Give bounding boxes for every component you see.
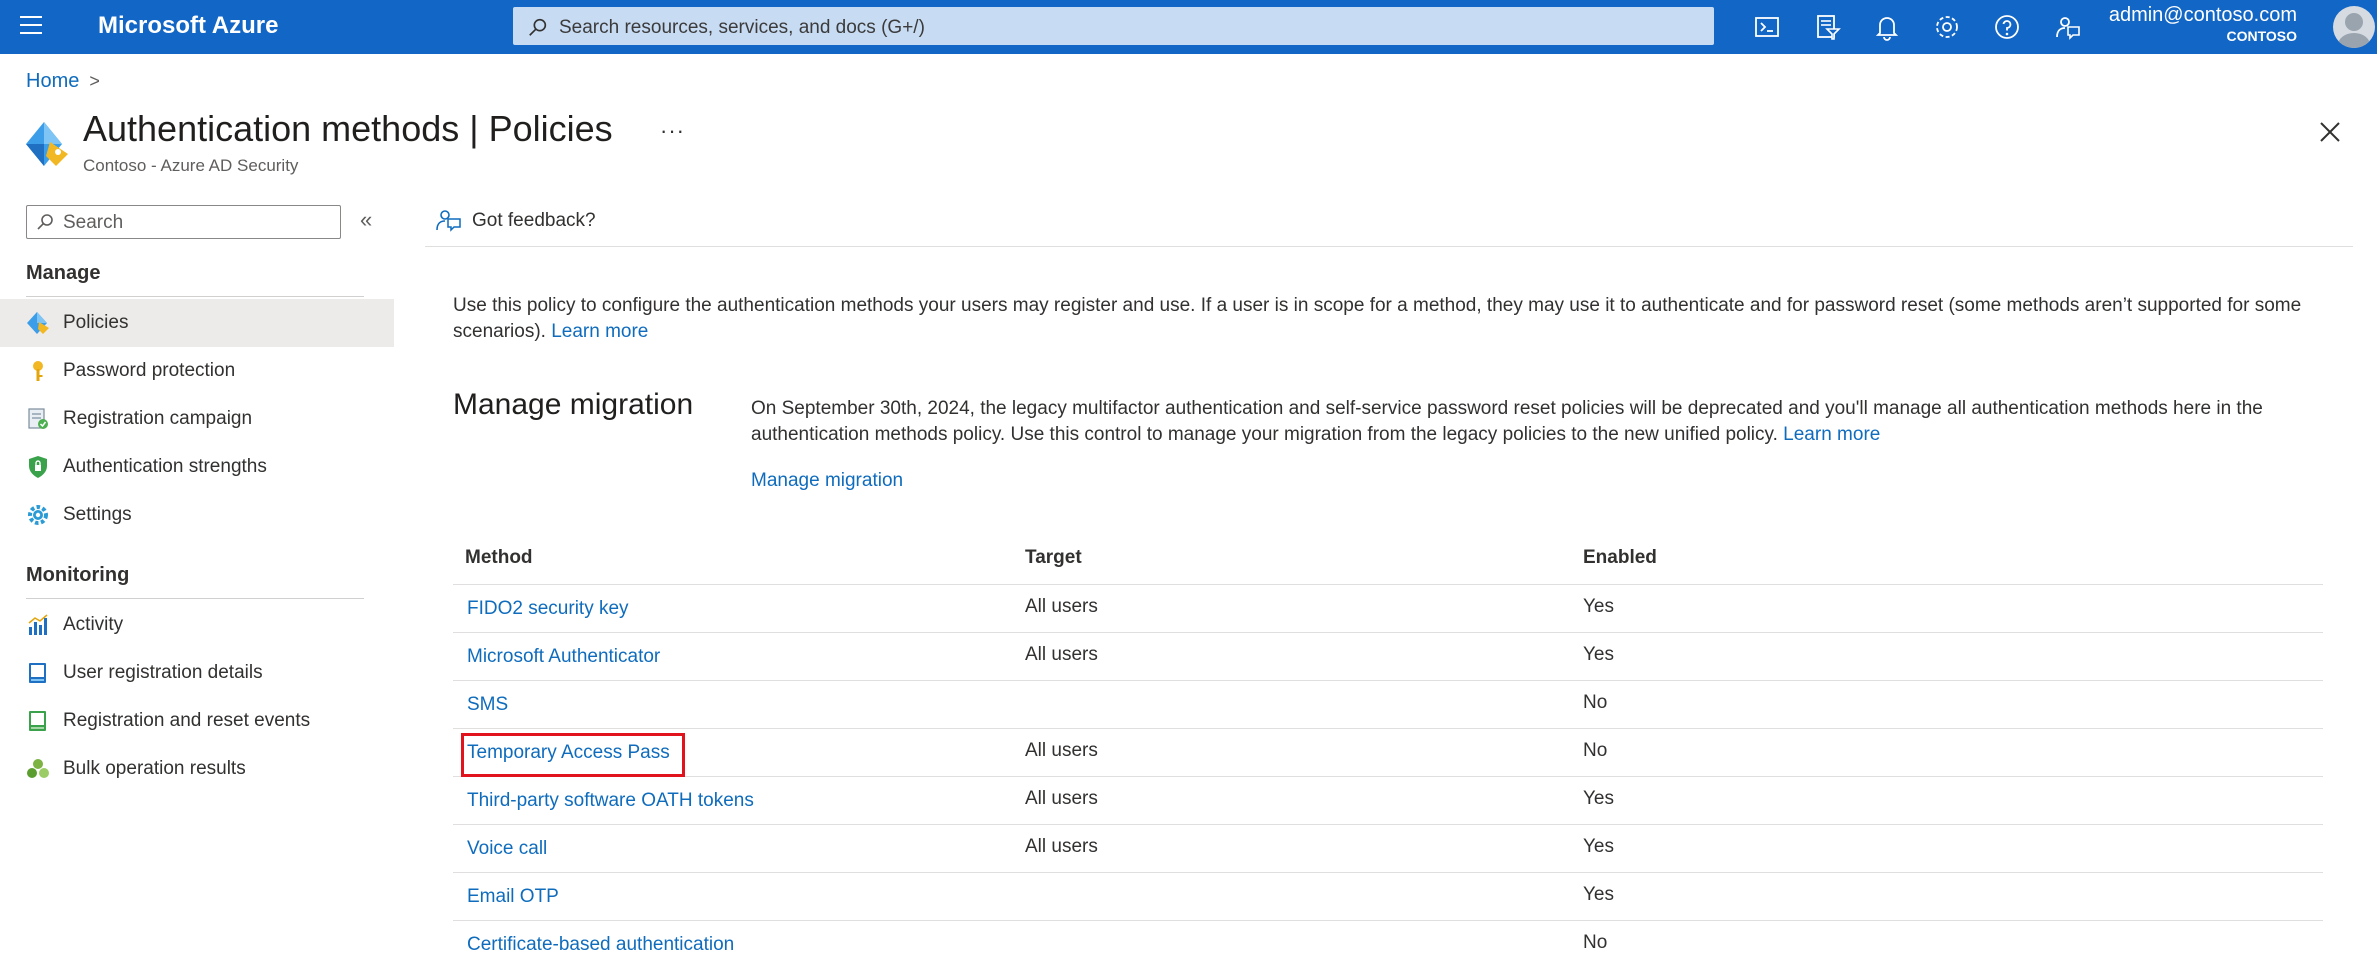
sidebar-search-input[interactable]	[26, 205, 341, 239]
target-cell: All users	[1025, 740, 1098, 761]
intro-learn-more-link[interactable]: Learn more	[551, 321, 649, 342]
page-subtitle: Contoso - Azure AD Security	[83, 156, 299, 175]
table-row	[453, 777, 2323, 825]
column-header-target[interactable]: Target	[1025, 547, 1082, 568]
enabled-cell: Yes	[1583, 644, 1614, 665]
shield-icon	[26, 455, 50, 479]
more-options-button[interactable]: ···	[660, 118, 685, 143]
migration-learn-more-link[interactable]: Learn more	[1783, 424, 1881, 445]
table-header-row	[453, 535, 2323, 585]
enabled-cell: Yes	[1583, 884, 1614, 905]
gear-icon	[26, 503, 50, 527]
search-placeholder: Search resources, services, and docs (G+/)	[559, 17, 925, 38]
enabled-cell: No	[1583, 932, 1608, 953]
sidebar-item-bulk-operation-results[interactable]	[0, 745, 394, 793]
menu-icon[interactable]	[20, 16, 44, 36]
section-monitoring-title: Monitoring	[26, 564, 130, 586]
enabled-cell: Yes	[1583, 836, 1614, 857]
method-link[interactable]: Temporary Access Pass	[467, 742, 670, 763]
account-menu[interactable]	[2109, 4, 2297, 44]
enabled-cell: Yes	[1583, 788, 1614, 809]
brand-title[interactable]: Microsoft Azure	[98, 12, 279, 39]
column-header-enabled[interactable]: Enabled	[1583, 547, 1657, 568]
table-row	[453, 729, 2323, 777]
account-tenant: CONTOSO	[2226, 28, 2297, 44]
table-row	[453, 921, 2323, 968]
breadcrumb	[26, 70, 100, 93]
bulk-results-icon	[26, 757, 50, 781]
sidebar-item-policies[interactable]	[0, 299, 394, 347]
activity-chart-icon	[26, 613, 50, 637]
enabled-cell: Yes	[1583, 596, 1614, 617]
close-icon[interactable]	[2316, 118, 2344, 146]
sidebar-item-label: Registration campaign	[63, 408, 253, 429]
sidebar-item-settings[interactable]	[0, 491, 394, 539]
global-search-input[interactable]	[513, 7, 1714, 45]
breadcrumb-home[interactable]: Home	[26, 70, 80, 92]
sidebar-item-label: Policies	[63, 312, 129, 333]
manage-migration-text	[751, 396, 2321, 448]
target-cell: All users	[1025, 596, 1098, 617]
feedback-icon[interactable]	[2052, 12, 2082, 42]
divider	[26, 296, 364, 297]
policies-icon	[26, 311, 50, 335]
sidebar-item-authentication-strengths[interactable]	[0, 443, 394, 491]
avatar[interactable]	[2333, 6, 2375, 48]
sidebar-item-label: Password protection	[63, 360, 236, 381]
manage-migration-body: On September 30th, 2024, the legacy multifactor authentication and self-service password reset policies will be deprecated and you'll manage all authentication methods here in the authentication methods policy. Use this control to manage your migration from the legacy policies to the new unified policy.	[751, 398, 2263, 445]
method-link[interactable]: SMS	[467, 694, 509, 715]
target-cell: All users	[1025, 788, 1098, 809]
method-link[interactable]: Voice call	[467, 838, 548, 859]
feedback-icon	[434, 206, 462, 234]
target-cell: All users	[1025, 644, 1098, 665]
method-link[interactable]: Microsoft Authenticator	[467, 646, 661, 667]
manage-migration-heading: Manage migration	[453, 388, 694, 421]
chevron-right-icon: >	[89, 71, 100, 91]
sidebar-item-label: Settings	[63, 504, 132, 525]
events-icon	[26, 709, 50, 733]
campaign-icon	[26, 407, 50, 431]
method-link[interactable]: Certificate-based authentication	[467, 934, 735, 955]
sidebar-item-label: Activity	[63, 614, 124, 635]
sidebar-item-label: Authentication strengths	[63, 456, 267, 477]
sidebar-item-activity[interactable]	[0, 601, 394, 649]
cloud-shell-icon[interactable]	[1752, 12, 1782, 42]
sidebar-item-user-registration-details[interactable]	[0, 649, 394, 697]
method-link[interactable]: Third-party software OATH tokens	[467, 790, 754, 811]
settings-icon[interactable]	[1932, 12, 1962, 42]
intro-body: Use this policy to configure the authentication methods your users may register and use. If a user is in scope for a method, they may use it to authenticate and for password reset (some methods aren’t supported for some scenarios).	[453, 295, 2302, 342]
divider	[425, 246, 2353, 247]
method-link[interactable]: FIDO2 security key	[467, 598, 629, 619]
page-title: Authentication methods | Policies	[83, 108, 613, 149]
collapse-sidebar-button[interactable]: «	[360, 207, 373, 232]
enabled-cell: No	[1583, 740, 1608, 761]
sidebar-item-registration-campaign[interactable]	[0, 395, 394, 443]
column-header-method[interactable]: Method	[465, 547, 533, 568]
sidebar-item-label: Bulk operation results	[63, 758, 246, 779]
table-row	[453, 633, 2323, 681]
table-row	[453, 585, 2323, 633]
key-icon	[26, 359, 50, 383]
table-row	[453, 873, 2323, 921]
sidebar-item-password-protection[interactable]	[0, 347, 394, 395]
search-icon	[36, 213, 54, 231]
search-icon	[527, 16, 549, 38]
divider	[26, 598, 364, 599]
manage-migration-link[interactable]: Manage migration	[751, 470, 904, 491]
table-row	[453, 825, 2323, 873]
table-row	[453, 681, 2323, 729]
target-cell: All users	[1025, 836, 1098, 857]
section-manage-title: Manage	[26, 262, 101, 284]
sidebar-item-label: User registration details	[63, 662, 263, 683]
help-icon[interactable]	[1992, 12, 2022, 42]
account-email: admin@contoso.com	[2108, 4, 2297, 26]
user-details-icon	[26, 661, 50, 685]
intro-text	[453, 293, 2343, 345]
sidebar-item-label: Registration and reset events	[63, 710, 311, 731]
notifications-icon[interactable]	[1872, 12, 1902, 42]
sidebar-item-registration-and-reset-events[interactable]	[0, 697, 394, 745]
method-link[interactable]: Email OTP	[467, 886, 559, 907]
authentication-methods-icon	[24, 120, 70, 168]
top-bar	[0, 0, 2377, 54]
enabled-cell: No	[1583, 692, 1608, 713]
sidebar-search-placeholder: Search	[63, 212, 124, 233]
feedback-label: Got feedback?	[472, 210, 596, 231]
highlight-box	[461, 733, 685, 777]
directory-filter-icon[interactable]	[1812, 12, 1842, 42]
